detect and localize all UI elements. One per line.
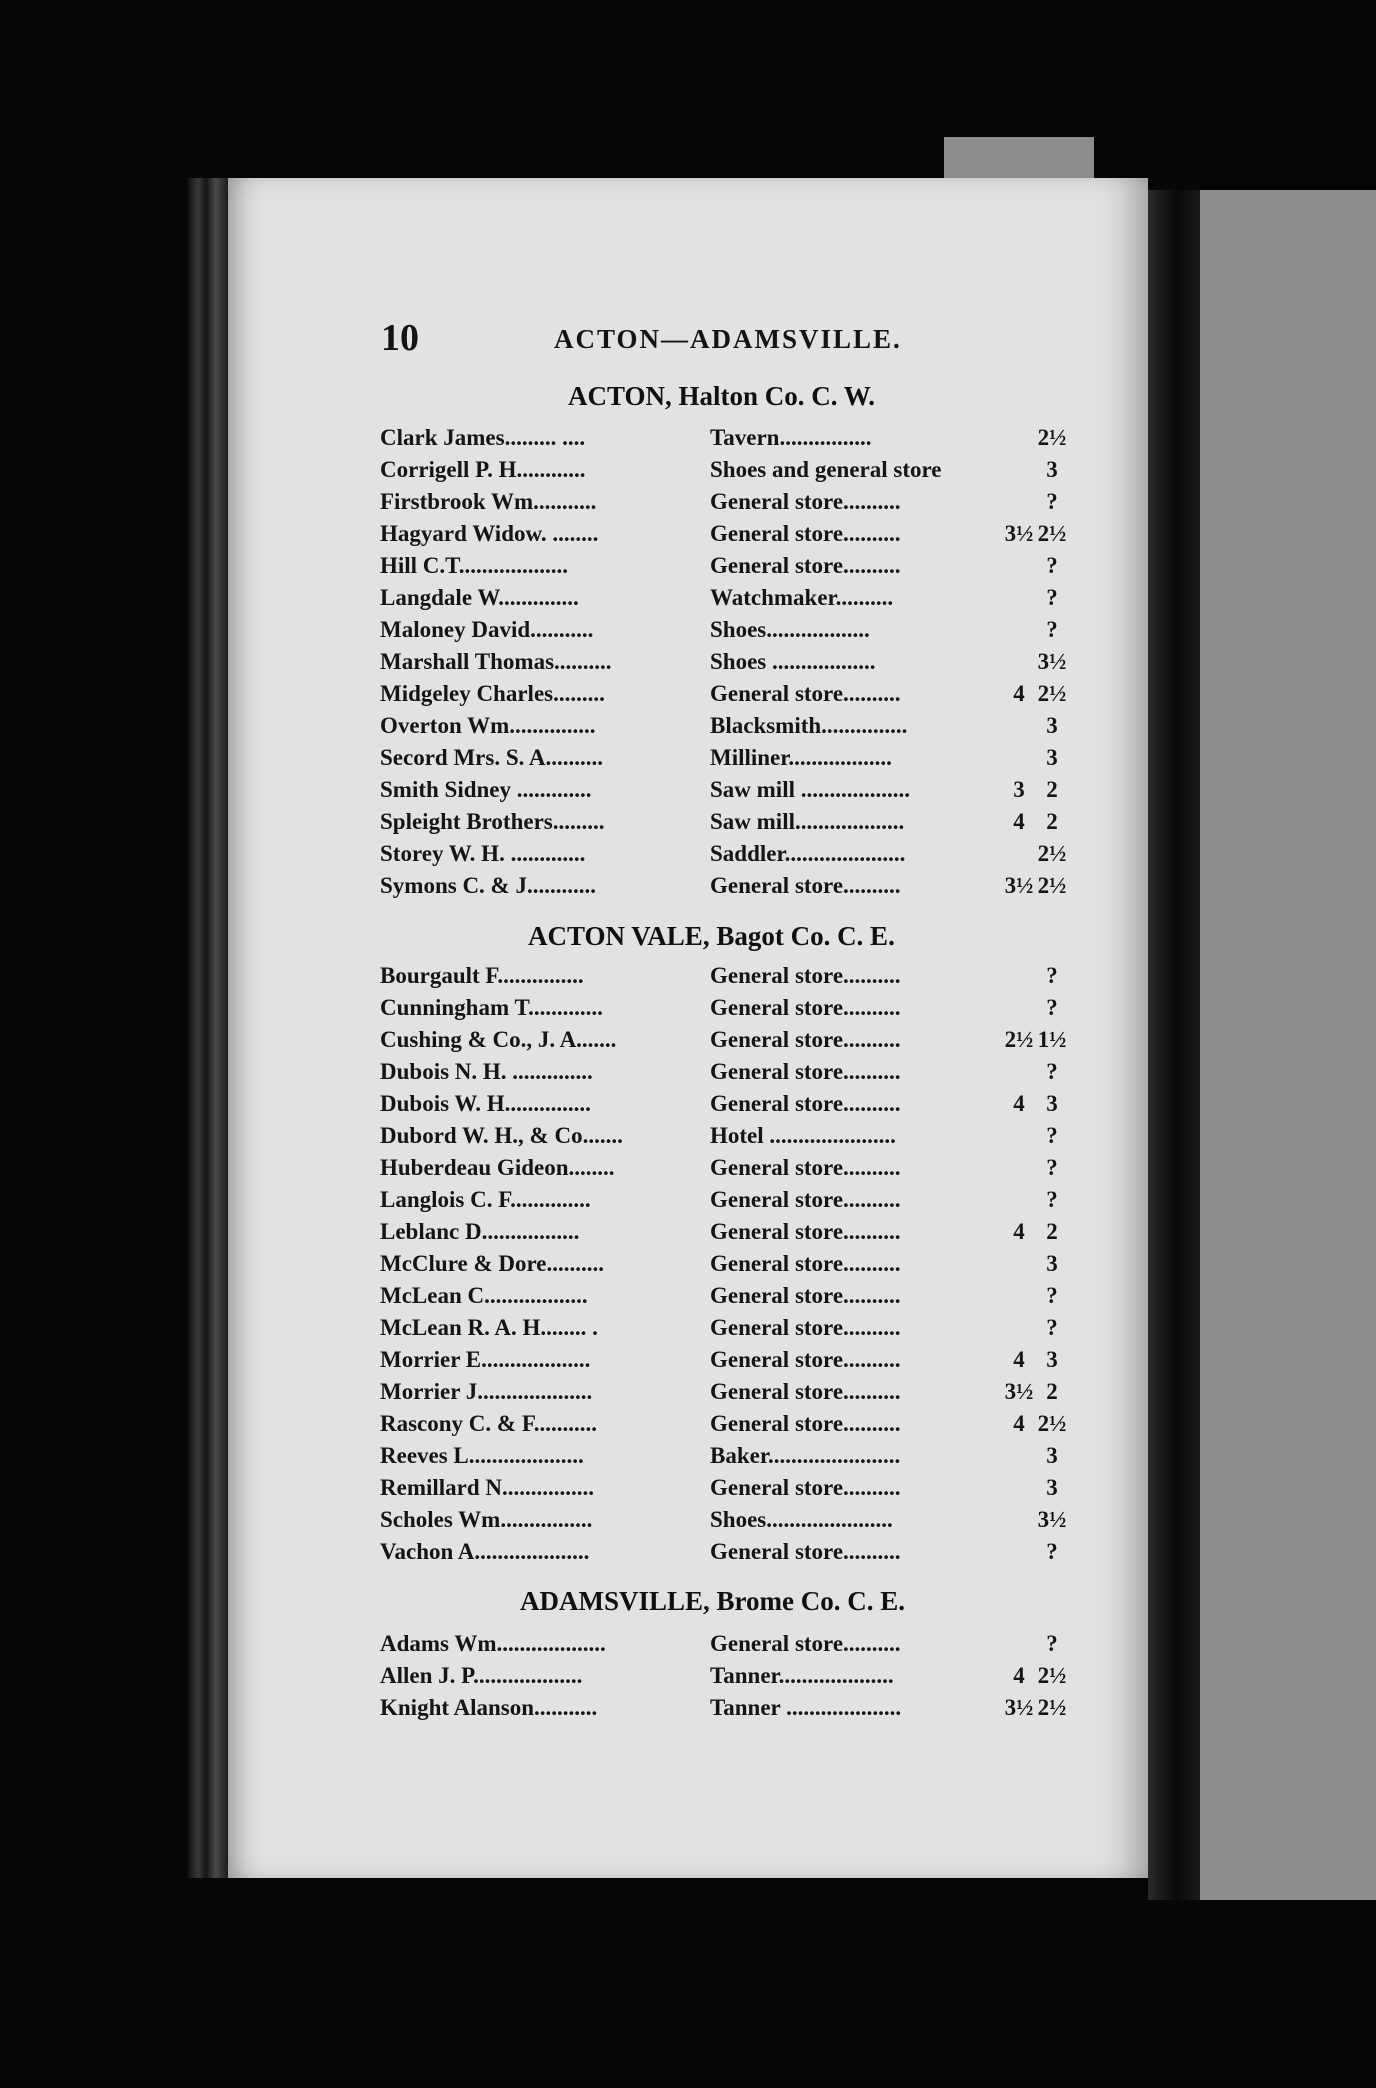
list-item [380,521,1070,553]
entry-business: General store.......... [710,1539,901,1564]
section-heading-acton-vale: ACTON VALE, Bagot Co. C. E. [528,921,895,951]
entry-rating-1: 3½ [1004,1379,1034,1404]
entry-business: General store.......... [710,1059,901,1084]
entry-rating-2: 2½ [1037,841,1067,866]
entry-rating-2: ? [1046,1187,1058,1212]
entry-name: Dubois N. H. .............. [380,1059,593,1084]
entry-rating-2: 1½ [1037,1027,1067,1052]
list-item [380,1507,1070,1539]
list-item [380,649,1070,681]
entry-rating-1: 2½ [1004,1027,1034,1052]
entry-name: McLean R. A. H........ . [380,1315,598,1340]
entry-name: Secord Mrs. S. A.......... [380,745,603,770]
list-item [380,873,1070,905]
entry-rating-2: 2 [1046,1379,1058,1404]
opposite-page-edge [1200,190,1376,1900]
entry-name: Hill C.T................... [380,553,569,578]
entry-rating-2: ? [1046,1315,1058,1340]
entry-business: General store.......... [710,1347,901,1372]
entry-rating-1: 4 [1013,1219,1025,1244]
entry-name: Scholes Wm................ [380,1507,593,1532]
list-item [380,1475,1070,1507]
entry-rating-1: 3 [1013,777,1025,802]
entry-rating-2: 2½ [1037,1411,1067,1436]
entry-business: Baker....................... [710,1443,901,1468]
entry-name: Rascony C. & F........... [380,1411,598,1436]
entry-name: Hagyard Widow. ........ [380,521,599,546]
entry-rating-2: ? [1046,553,1058,578]
list-item [380,617,1070,649]
entry-rating-2: 2½ [1037,425,1067,450]
entry-rating-1: 3½ [1004,873,1034,898]
list-item [380,585,1070,617]
entry-name: Clark James......... .... [380,425,586,450]
entry-business: General store.......... [710,681,901,706]
entry-name: Maloney David........... [380,617,594,642]
entry-name: McClure & Dore.......... [380,1251,604,1276]
entry-business: Shoes .................. [710,649,876,674]
entry-business: General store.......... [710,963,901,988]
entry-rating-1: 4 [1013,809,1025,834]
entry-rating-1: 4 [1013,1411,1025,1436]
list-item [380,1315,1070,1347]
list-item [380,1091,1070,1123]
entry-rating-2: 3½ [1037,1507,1067,1532]
entry-business: Tanner .................... [710,1695,902,1720]
list-item [380,1631,1070,1663]
entry-rating-2: ? [1046,1123,1058,1148]
entry-business: General store.......... [710,1411,901,1436]
entry-rating-1: 4 [1013,1663,1025,1688]
section-heading-adamsville: ADAMSVILLE, Brome Co. C. E. [520,1586,906,1616]
entry-rating-2: 3 [1046,713,1058,738]
entry-rating-2: 2½ [1037,1695,1067,1720]
entry-rating-2: 3 [1046,745,1058,770]
entry-business: Saddler..................... [710,841,906,866]
entry-name: Storey W. H. ............. [380,841,586,866]
running-head: ACTON—ADAMSVILLE. [554,324,902,354]
entry-business: General store.......... [710,1315,901,1340]
list-item [380,1219,1070,1251]
entry-name: Symons C. & J............ [380,873,596,898]
entry-business: General store.......... [710,521,901,546]
entry-business: Watchmaker.......... [710,585,894,610]
entry-rating-2: ? [1046,1059,1058,1084]
entry-name: Huberdeau Gideon........ [380,1155,615,1180]
entry-rating-2: 2½ [1037,1663,1067,1688]
entry-name: Dubois W. H............... [380,1091,591,1116]
entry-business: General store.......... [710,1155,901,1180]
entry-name: Corrigell P. H............ [380,457,586,482]
list-item [380,1283,1070,1315]
list-item [380,1123,1070,1155]
list-item [380,809,1070,841]
entry-business: Shoes.................. [710,617,870,642]
entry-rating-1: 3½ [1004,1695,1034,1720]
entry-rating-2: 3½ [1037,649,1067,674]
section-heading-acton: ACTON, Halton Co. C. W. [568,381,876,411]
list-item [380,425,1070,457]
list-item [380,1027,1070,1059]
entry-business: General store.......... [710,873,901,898]
list-item [380,1663,1070,1695]
entry-rating-1: 4 [1013,1091,1025,1116]
entry-name: Cunningham T............. [380,995,603,1020]
entry-business: Tanner.................... [710,1663,894,1688]
entry-name: Smith Sidney ............. [380,777,592,802]
list-item [380,1347,1070,1379]
entry-business: General store.......... [710,1251,901,1276]
list-item [380,1187,1070,1219]
list-item [380,1251,1070,1283]
film-edge-tab [944,137,1094,181]
entry-rating-2: ? [1046,489,1058,514]
entry-rating-2: 2½ [1037,521,1067,546]
list-item [380,1059,1070,1091]
entry-rating-2: ? [1046,1155,1058,1180]
book-spine [188,178,228,1878]
entry-business: General store.......... [710,489,901,514]
entry-rating-2: 3 [1046,1091,1058,1116]
list-item [380,1411,1070,1443]
entry-name: Morrier E................... [380,1347,591,1372]
entry-rating-2: 2½ [1037,873,1067,898]
entry-rating-2: 3 [1046,1475,1058,1500]
entry-business: Tavern................ [710,425,872,450]
entry-name: McLean C.................. [380,1283,588,1308]
list-item [380,553,1070,585]
entry-name: Leblanc D................. [380,1219,580,1244]
entry-name: Bourgault F............... [380,963,584,988]
entry-rating-2: ? [1046,995,1058,1020]
list-item [380,1443,1070,1475]
entry-rating-2: 3 [1046,1251,1058,1276]
entry-rating-2: 3 [1046,1443,1058,1468]
entry-name: Langlois C. F.............. [380,1187,591,1212]
list-item [380,777,1070,809]
entry-name: Spleight Brothers......... [380,809,605,834]
entry-name: Adams Wm................... [380,1631,606,1656]
entry-name: Reeves L.................... [380,1443,584,1468]
entry-rating-2: ? [1046,963,1058,988]
entry-business: General store.......... [710,995,901,1020]
entry-business: General store.......... [710,1187,901,1212]
entry-rating-2: 2 [1046,777,1058,802]
entry-name: Morrier J.................... [380,1379,593,1404]
entry-rating-1: 4 [1013,1347,1025,1372]
entry-rating-2: 2 [1046,1219,1058,1244]
entry-business: General store.......... [710,1475,901,1500]
entry-business: General store.......... [710,1283,901,1308]
entry-rating-2: ? [1046,1539,1058,1564]
entry-rating-2: 2½ [1037,681,1067,706]
list-item [380,995,1070,1027]
list-item [380,489,1070,521]
entry-business: General store.......... [710,1091,901,1116]
entry-business: General store.......... [710,553,901,578]
entry-rating-2: ? [1046,1631,1058,1656]
entry-rating-1: 4 [1013,681,1025,706]
entry-name: Cushing & Co., J. A....... [380,1027,617,1052]
list-item [380,1379,1070,1411]
entry-name: Midgeley Charles......... [380,681,605,706]
entry-business: Shoes and general store [710,457,942,482]
entry-business: General store.......... [710,1631,901,1656]
entry-name: Dubord W. H., & Co....... [380,1123,623,1148]
entry-rating-2: ? [1046,585,1058,610]
entry-business: General store.......... [710,1219,901,1244]
entry-name: Remillard N................ [380,1475,595,1500]
list-item [380,457,1070,489]
list-item [380,841,1070,873]
entry-rating-1: 3½ [1004,521,1034,546]
entry-name: Marshall Thomas.......... [380,649,612,674]
entry-name: Firstbrook Wm........... [380,489,597,514]
entry-business: Saw mill................... [710,809,905,834]
entry-business: Blacksmith............... [710,713,908,738]
entry-rating-2: 3 [1046,1347,1058,1372]
entry-business: Hotel ...................... [710,1123,896,1148]
list-item [380,681,1070,713]
entry-name: Knight Alanson........... [380,1695,598,1720]
entry-business: Shoes...................... [710,1507,893,1532]
entry-name: Vachon A.................... [380,1539,590,1564]
entry-name: Langdale W.............. [380,585,579,610]
list-item [380,713,1070,745]
page-number: 10 [381,317,419,359]
gutter-shadow [1148,190,1200,1900]
list-item [380,963,1070,995]
entry-business: Saw mill ................... [710,777,910,802]
entry-rating-2: ? [1046,1283,1058,1308]
list-item [380,1695,1070,1727]
list-item [380,1539,1070,1571]
entry-name: Overton Wm............... [380,713,596,738]
entry-rating-2: 2 [1046,809,1058,834]
entry-name: Allen J. P................... [380,1663,583,1688]
entry-rating-2: ? [1046,617,1058,642]
list-item [380,745,1070,777]
entry-rating-2: 3 [1046,457,1058,482]
entry-business: General store.......... [710,1379,901,1404]
entry-business: General store.......... [710,1027,901,1052]
list-item [380,1155,1070,1187]
entry-business: Milliner.................. [710,745,892,770]
